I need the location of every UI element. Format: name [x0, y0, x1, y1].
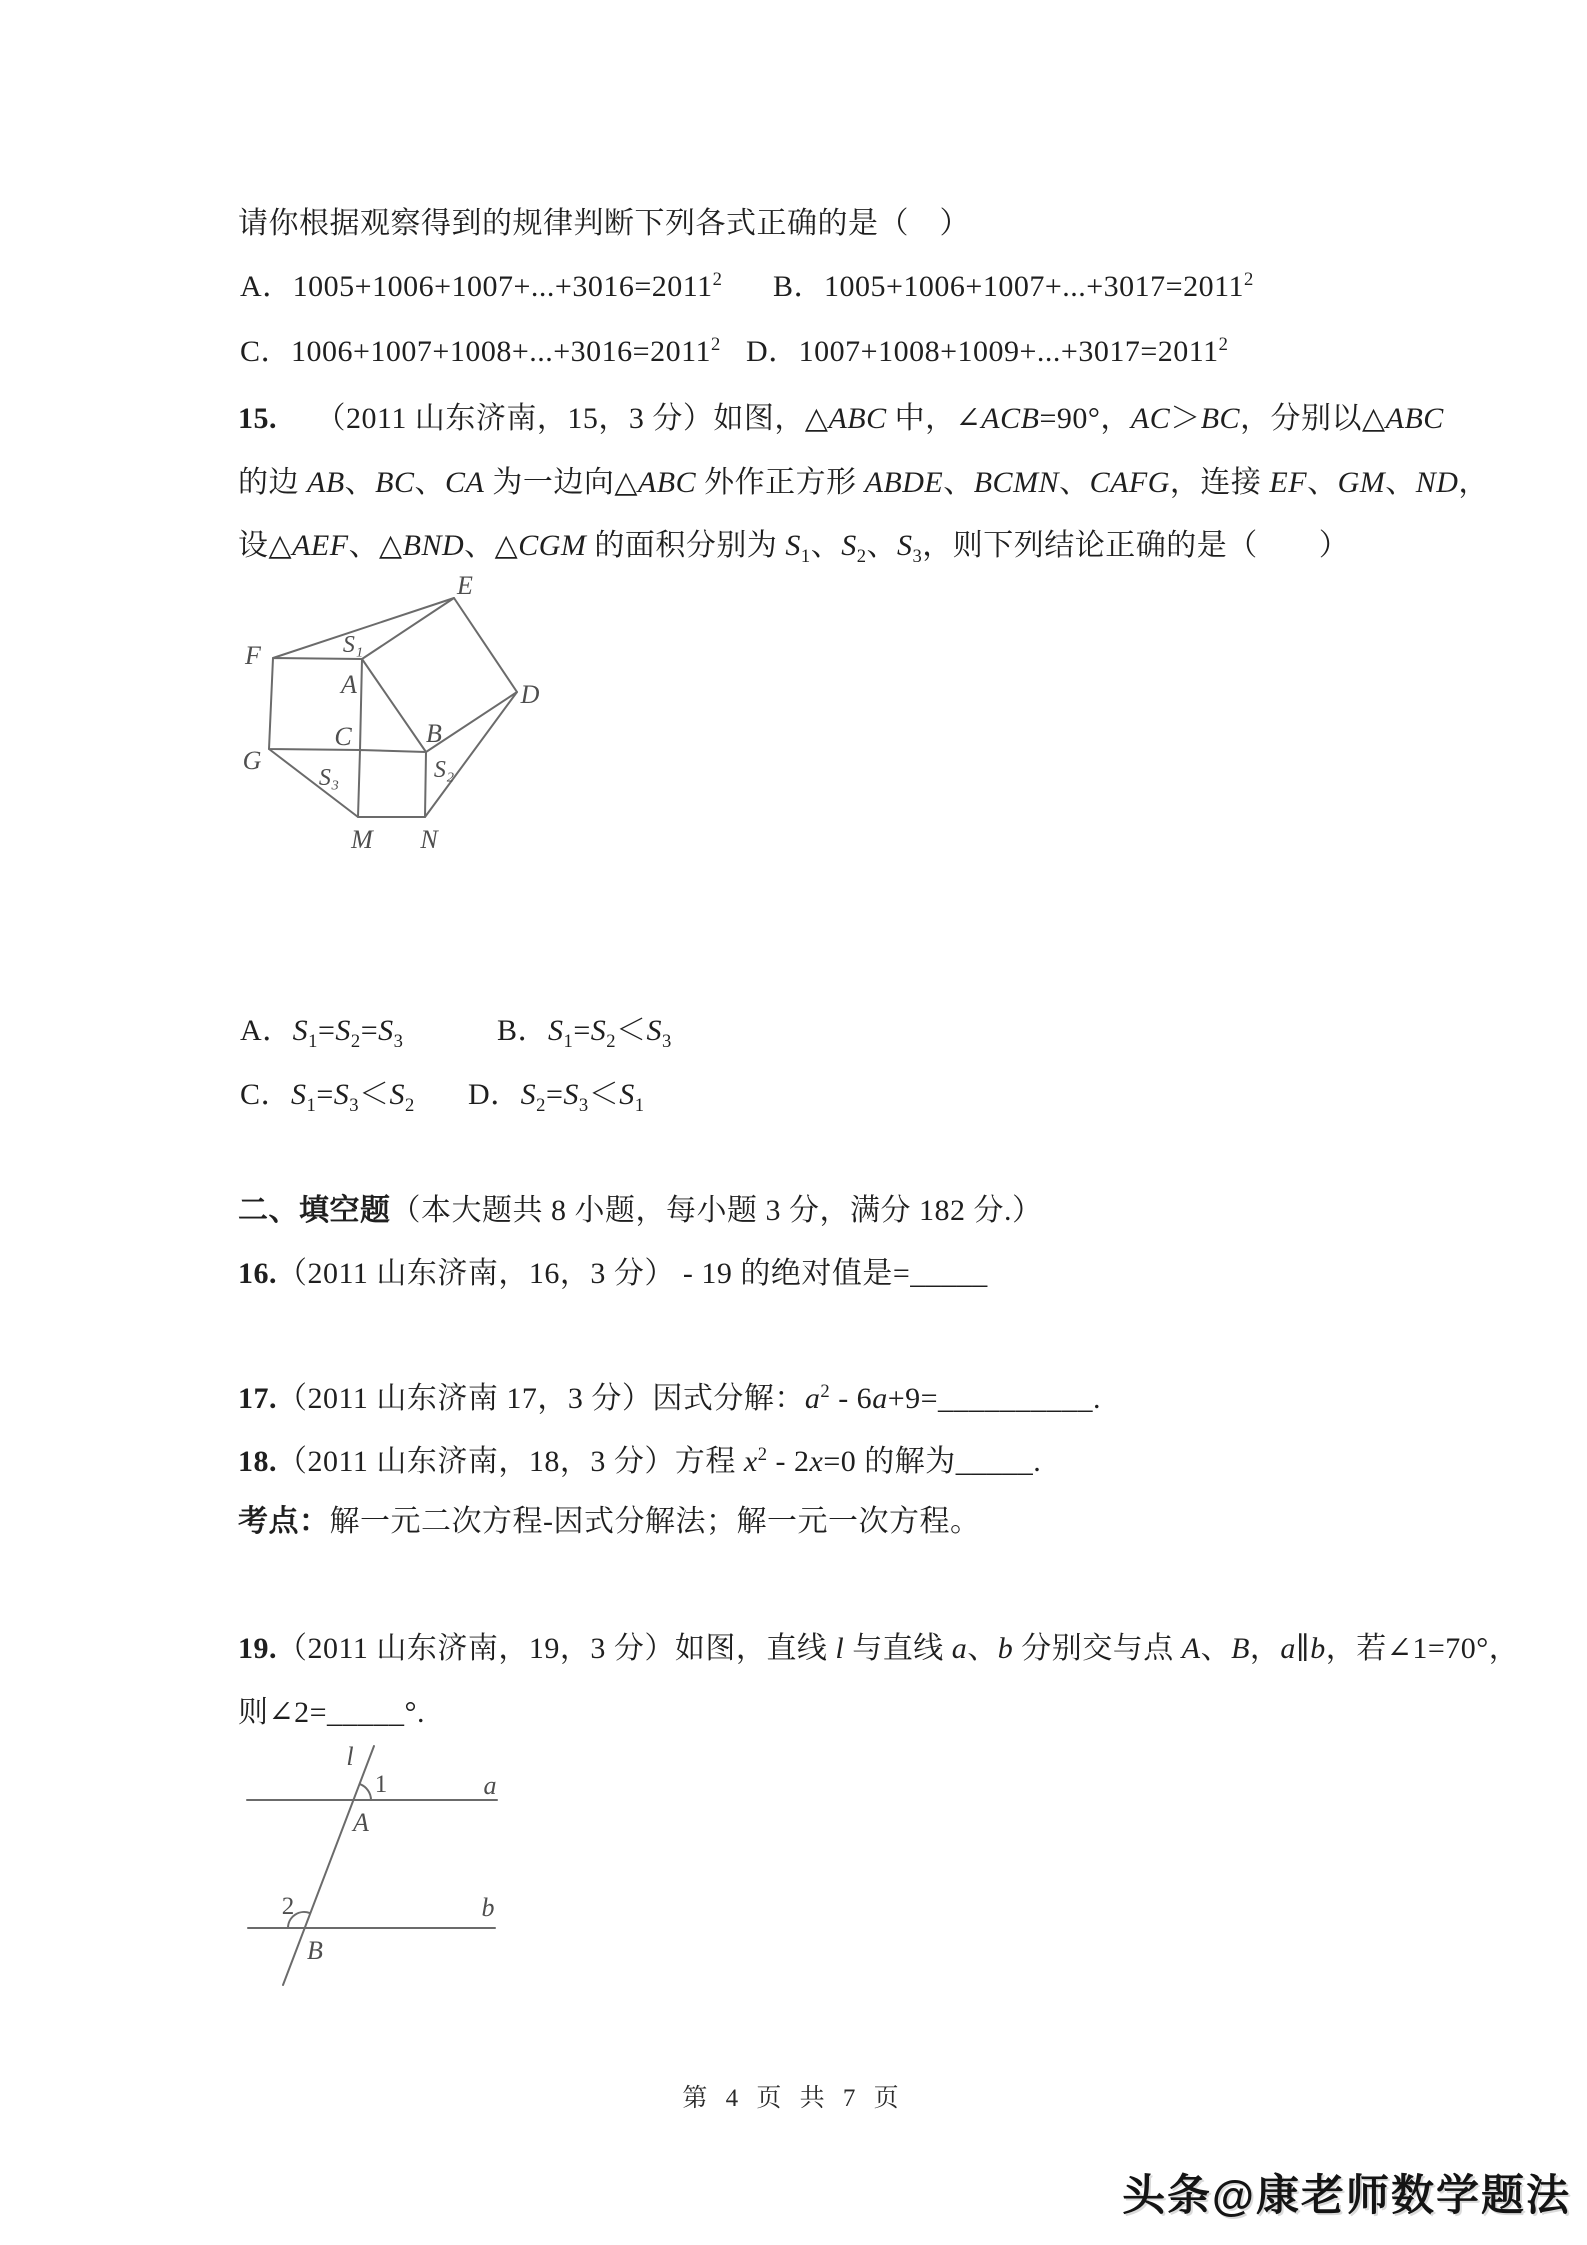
fig2-label-l: l — [346, 1742, 354, 1771]
section2-header: 二、填空题（本大题共 8 小题，每小题 3 分，满分 182 分.） — [238, 1194, 1043, 1227]
q19-text-line1: 19.（2011 山东济南，19，3 分）如图，直线 l 与直线 a、b 分别交与点 A、B，a∥b，若∠1=70°， — [238, 1632, 1520, 1665]
fig1-label-s1: S₁ — [342, 632, 364, 658]
segment-nd — [425, 692, 517, 817]
fig1-label-s2: S₂ — [433, 757, 455, 783]
fig2-label-b: b — [481, 1893, 495, 1922]
fig1-label-c: C — [334, 722, 352, 751]
fig1-label-a: A — [341, 670, 357, 699]
square-bcmn — [358, 750, 426, 817]
watermark-text: 头条@康老师数学题法 — [1122, 2172, 1571, 2220]
fig1-label-g: G — [242, 746, 262, 775]
q19-text-line2: 则∠2=_____°. — [238, 1696, 426, 1729]
fig2-label-point-b: B — [307, 1936, 323, 1965]
q14-option-b: B．$1005+1006+1007+...+3017=2011^2$ — [773, 269, 1254, 303]
segment-gm — [269, 749, 358, 817]
kaodian-note: 考点：解一元二次方程-因式分解法；解一元一次方程。 — [238, 1505, 981, 1538]
segment-ef — [273, 598, 454, 658]
angle1-arc — [360, 1784, 371, 1800]
q15-option-d: D．$S_2=S_3<S_1$ — [468, 1078, 645, 1116]
q15-figure-squares-diagram — [230, 572, 560, 862]
q14-option-a: A．$1005+1006+1007+...+3016=2011^2$ — [240, 269, 723, 303]
q18-text: 18.（2011 山东济南，18，3 分）方程 $x^2 - 2x=0$ 的解为_____. — [238, 1444, 1042, 1478]
fig1-label-m: M — [351, 825, 373, 854]
q15-text-line2: 的边 AB、BC、CA 为一边向△ABC 外作正方形 ABDE、BCMN、CAFG，连接 EF、GM、ND， — [238, 466, 1489, 499]
q19-figure-parallel-lines — [235, 1738, 530, 2010]
q16-text: 16.（2011 山东济南，16，3 分） - 19 的绝对值是=_____ — [238, 1257, 988, 1290]
q14-prompt: 请你根据观察得到的规律判断下列各式正确的是（ ） — [238, 207, 970, 240]
q15-text-line1: 15. （2011 山东济南，15，3 分）如图，△ABC 中，∠ACB=90°，AC＞BC，分别以△ABC — [238, 402, 1444, 435]
fig2-label-angle2: 2 — [281, 1893, 295, 1920]
q17-text: 17.（2011 山东济南 17，3 分）因式分解：$a^2$ - 6a+9=__________. — [238, 1381, 1102, 1415]
fig1-label-e: E — [457, 572, 473, 600]
fig2-label-angle1: 1 — [374, 1771, 388, 1798]
page-number-footer: 第 4 页 共 7 页 — [682, 2085, 905, 2112]
fig1-label-d: D — [520, 680, 540, 709]
q14-option-c: C．$1006+1007+1008+...+3016=2011^2$ — [240, 334, 721, 368]
line-l-transversal — [283, 1746, 374, 1985]
fig1-label-b: B — [426, 719, 442, 748]
fig1-label-s3: S₃ — [318, 765, 340, 791]
q14-option-d: D．$1007+1008+1009+...+3017=2011^2$ — [746, 334, 1229, 368]
fig1-label-f: F — [245, 641, 261, 670]
fig2-label-point-a: A — [353, 1808, 369, 1837]
fig2-label-a: a — [483, 1771, 497, 1800]
q15-option-b: B．$S_1=S_2<S_3$ — [497, 1014, 672, 1052]
q15-text-line3: 设△AEF、△BND、△CGM 的面积分别为 $S_1$、$S_2$、$S_3$，则下列结论正确的是（ ） — [238, 529, 1350, 567]
fig1-label-n: N — [420, 825, 438, 854]
q15-option-c: C．$S_1=S_3<S_2$ — [240, 1078, 415, 1116]
q15-option-a: A．$S_1=S_2=S_3$ — [240, 1014, 404, 1052]
